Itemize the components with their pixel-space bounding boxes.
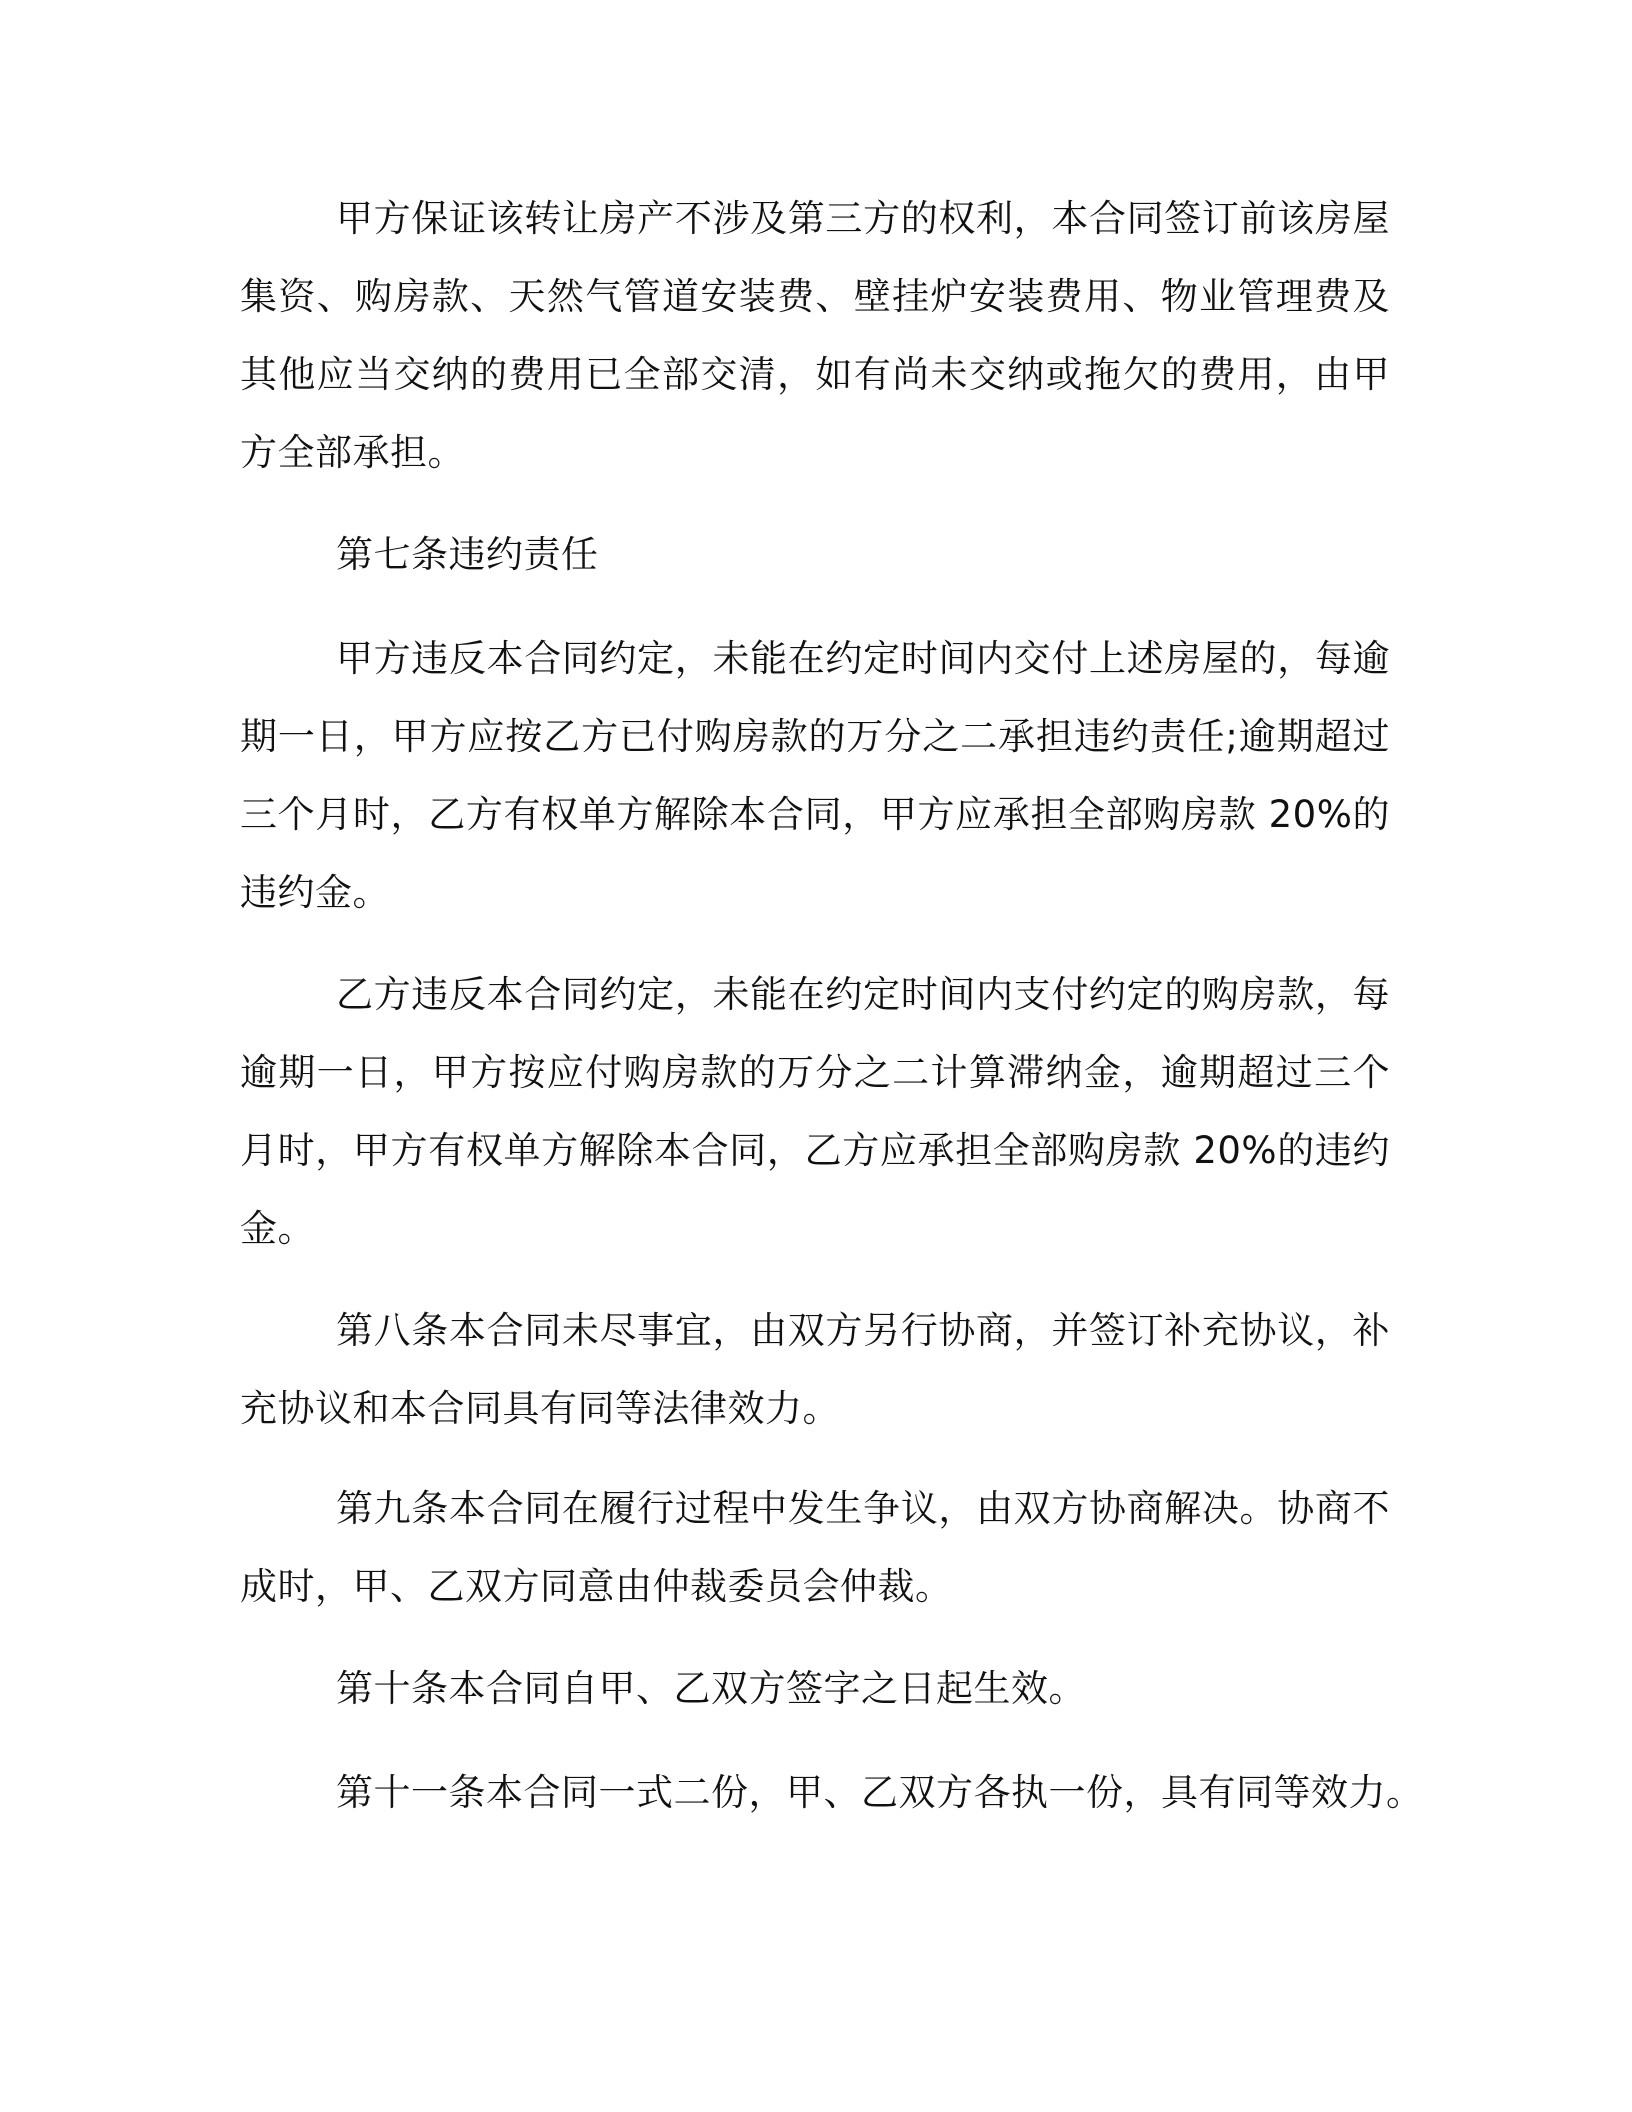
paragraph-article-9: 第九条本合同在履行过程中发生争议，由双方协商解决。协商不成时，甲、乙双方同意由仲裁委员会仲裁。 bbox=[240, 1487, 1390, 1608]
paragraph-article-10: 第十条本合同自甲、乙双方签字之日起生效。 bbox=[336, 1667, 1086, 1710]
paragraph-party-a-breach: 甲方违反本合同约定，未能在约定时间内交付上述房屋的，每逾期一日，甲方应按乙方已付购房款的万分之二承担违约责任;逾期超过三个月时，乙方有权单方解除本合同，甲方应承担全部购房款 20%的违约金。 bbox=[240, 637, 1390, 914]
paragraph-fee-guarantee: 甲方保证该转让房产不涉及第三方的权利，本合同签订前该房屋集资、购房款、天然气管道安装费、壁挂炉安装费用、物业管理费及其他应当交纳的费用已全部交清，如有尚未交纳或拖欠的费用，由甲方全部承担。 bbox=[240, 197, 1390, 474]
heading-article-7-breach: 第七条违约责任 bbox=[336, 533, 599, 576]
paragraph-article-11: 第十一条本合同一式二份，甲、乙双方各执一份，具有同等效力。 bbox=[336, 1771, 1424, 1814]
paragraph-party-b-breach: 乙方违反本合同约定，未能在约定时间内支付约定的购房款，每逾期一日，甲方按应付购房款的万分之二计算滞纳金，逾期超过三个月时，甲方有权单方解除本合同，乙方应承担全部购房款 20%的违约金。 bbox=[240, 973, 1390, 1250]
paragraph-article-8: 第八条本合同未尽事宜，由双方另行协商，并签订补充协议，补充协议和本合同具有同等法律效力。 bbox=[240, 1309, 1390, 1430]
